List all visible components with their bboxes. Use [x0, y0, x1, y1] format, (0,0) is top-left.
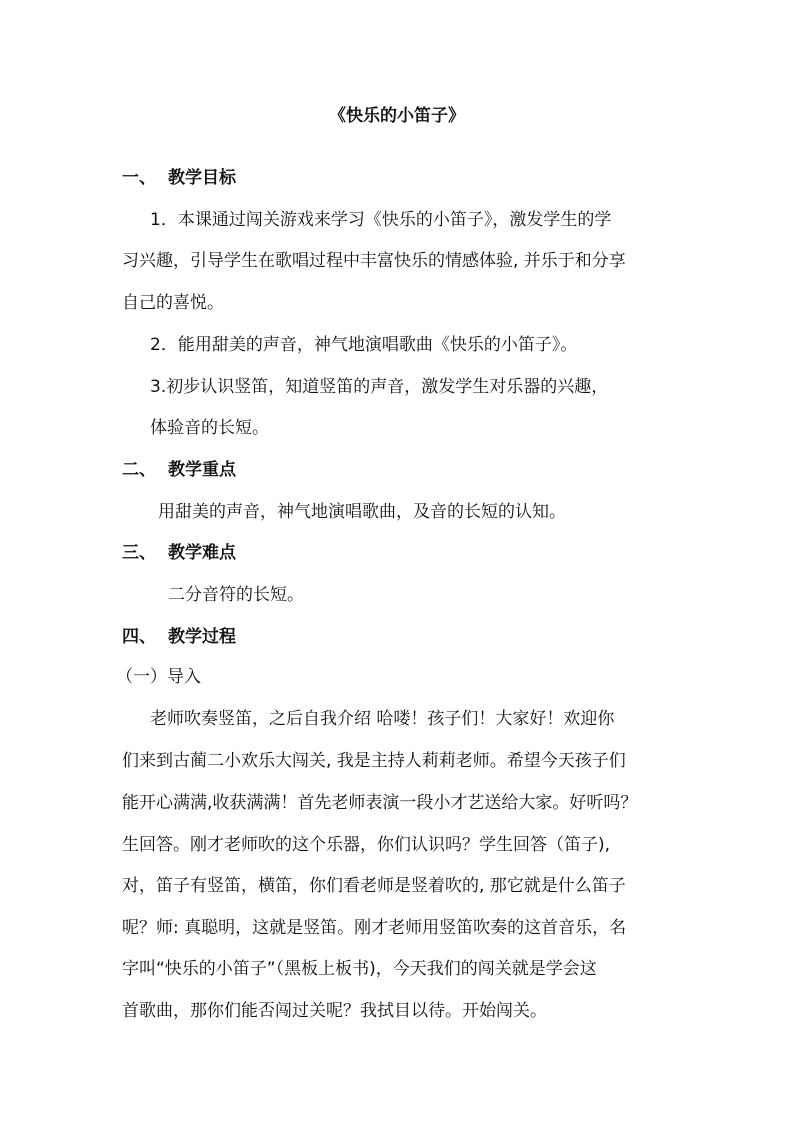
document-title: 《快乐的小笛子》	[329, 106, 465, 126]
objective-line: 3.初步认识竖笛，知道竖笛的声音，激发学生对乐器的兴趣，	[150, 377, 609, 397]
intro-line: 老师吹奏竖笛，之后自我介绍 哈喽！孩子们！大家好！欢迎你	[150, 709, 615, 729]
section-number: 二、	[122, 460, 156, 480]
intro-line: 字叫“快乐的小笛子”（黑板上板书)，今天我们的闯关就是学会这	[122, 959, 597, 979]
section-number: 四、	[122, 627, 156, 647]
objective-line: 1．本课通过闯关游戏来学习《快乐的小笛子》，激发学生的学	[150, 210, 612, 230]
objective-line: 体验音的长短。	[150, 418, 269, 438]
key-point-text: 用甜美的声音，神气地演唱歌曲，及音的长短的认知。	[158, 502, 566, 522]
section-label: 教学难点	[168, 543, 236, 563]
intro-line: 首歌曲，那你们能否闯过关呢？我拭目以待。开始闯关。	[122, 1001, 547, 1021]
section-number: 一、	[122, 168, 156, 188]
intro-line: 呢？师: 真聪明，这就是竖笛。刚才老师用竖笛吹奏的这首音乐，名	[122, 918, 627, 938]
section-heading-objectives	[122, 166, 236, 190]
section-heading-difficulties	[122, 541, 236, 565]
section-label: 教学过程	[168, 627, 236, 647]
intro-line: 们来到古蔺二小欢乐大闯关, 我是主持人莉莉老师。希望今天孩子们	[122, 751, 626, 771]
intro-line: 对，笛子有竖笛，横笛，你们看老师是竖着吹的, 那它就是什么笛子	[122, 876, 626, 896]
section-label: 教学重点	[168, 460, 236, 480]
objective-line: 2．能用甜美的声音，神气地演唱歌曲《快乐的小笛子》。	[150, 335, 578, 355]
objective-line: 习兴趣，引导学生在歌唱过程中丰富快乐的情感体验, 并乐于和分享	[122, 251, 626, 271]
sub-heading-intro: （一）导入	[116, 667, 201, 687]
intro-line: 生回答。刚才老师吹的这个乐器，你们认识吗？学生回答（笛子),	[122, 835, 611, 855]
objective-line: 自己的喜悦。	[122, 293, 224, 313]
section-heading-process	[122, 625, 236, 649]
section-heading-key-points	[122, 458, 236, 482]
section-number: 三、	[122, 543, 156, 563]
section-label: 教学目标	[168, 168, 236, 188]
intro-line: 能开心满满,收获满满！首先老师表演一段小才艺送给大家。好听吗？	[122, 793, 638, 813]
difficulty-text: 二分音符的长短。	[168, 585, 304, 605]
